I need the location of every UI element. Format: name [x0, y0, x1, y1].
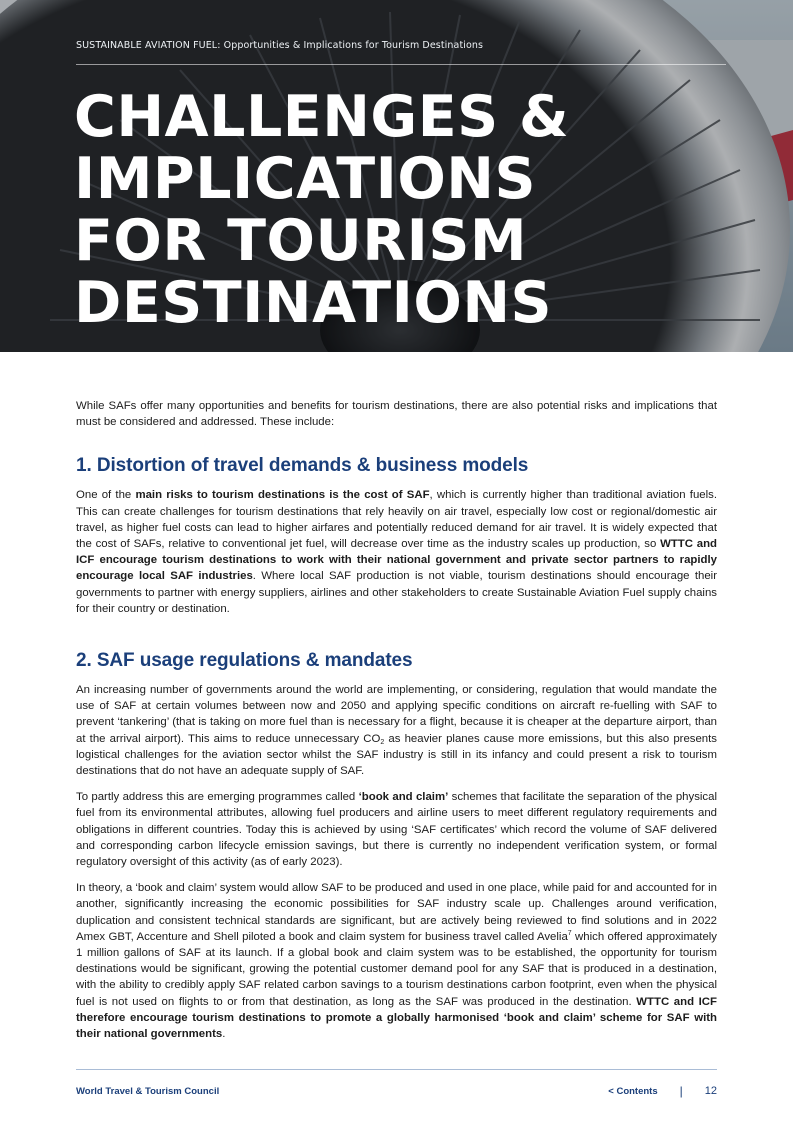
- title-line-1: CHALLENGES &: [74, 84, 570, 150]
- section-2-paragraph-3: [76, 880, 717, 1042]
- page-number: 12: [704, 1085, 717, 1097]
- hero-banner: [0, 0, 793, 352]
- page-title: [74, 86, 569, 334]
- text-run: . Where local SAF production is not viable, tourism destinations should encourage their governments to partner with energy suppliers, airlines and other stakeholders to create Sustainable Aviation Fuel supply chains for their country or destination.: [76, 570, 717, 615]
- contents-link[interactable]: < Contents: [608, 1085, 658, 1097]
- footer-navigation: [608, 1084, 717, 1098]
- intro-paragraph: While SAFs offer many opportunities and benefits for tourism destinations, there are also potential risks and implications that must be considered and addressed. These include:: [76, 400, 717, 429]
- section-2-heading: 2. SAF usage regulations & mandates: [76, 650, 413, 672]
- bold-text-run: main risks to tourism destinations is the cost of SAF: [135, 489, 430, 502]
- spacer: [76, 627, 717, 649]
- header-divider: [76, 64, 726, 65]
- text-run: One of the: [76, 489, 136, 502]
- section-2-paragraph-1: [76, 682, 717, 779]
- footer-divider: [76, 1069, 717, 1070]
- title-line-4: DESTINATIONS: [74, 270, 553, 336]
- footer-separator: |: [679, 1084, 683, 1098]
- text-run: which offered approximately 1 million gallons of SAF at its launch. If a global book and claim system was to be established, the opportunity for tourism destinations would be significant, growing the potential customer demand pool for any SAF that is produced in a destination, with the ability to credibly apply SAF related carbon savings to a tourism destinations carbon footprint, even when the physical fuel is not used on flights to or from that destination, as long as the SAF was produced in the destination.: [76, 930, 717, 1008]
- title-line-3: FOR TOURISM: [74, 208, 528, 274]
- bold-text-run: ‘book and claim’: [358, 791, 449, 804]
- section-1-heading: 1. Distortion of travel demands & business models: [76, 455, 529, 477]
- text-run: schemes that facilitate the separation of the physical fuel from its environmental attributes, allowing fuel producers and airline users to meet different regulatory requirements and obligations in different countries. Today this is achieved by using ‘SAF certificates’ which record the volume of SAF delivered and corresponding carbon lifecycle emission savings, but there is currently no independent verification system, or formal regulatory oversight of this activity (as of early 2023).: [76, 791, 717, 869]
- text-run: .: [222, 1028, 226, 1041]
- title-line-2: IMPLICATIONS: [74, 146, 537, 212]
- section-1-paragraph: [76, 487, 717, 617]
- running-header: SUSTAINABLE AVIATION FUEL: Opportunities & Implications for Tourism Destinations: [76, 40, 484, 51]
- text-run: An increasing number of governments around the world are implementing, or considering, regulation that would mandate the use of SAF at certain volumes between now and 2050 and applying specific conditions on aircraft re-fuelling with SAF to prevent ‘tankering’ (that is taking on more fuel than is necessary for a flight, because it is cheaper at the departure airport, than at the arrival airport). This aims to reduce unnecessary CO: [76, 684, 717, 745]
- footer-organisation: World Travel & Tourism Council: [76, 1086, 220, 1097]
- text-run: In theory, a ‘book and claim’ system would allow SAF to be produced and used in one place, while paid for and accounted for in another, significantly increasing the economic possibilities for SAF industry scale up. Challenges around verification, duplication and consistent technical standards are significant, but are actively being reviewed to find solutions and in 2022 Amex GBT, Accenture and Shell piloted a book and claim system for business travel called Avelia: [76, 882, 717, 943]
- footnote-reference[interactable]: 7: [567, 929, 572, 937]
- text-run: , which is currently higher than traditional aviation fuels. This can create challenges for tourism destinations that rely heavily on air travel, especially low cost or regional/domestic air travel, as higher fuel costs can lead to higher airfares and potentially reduced demand for air travel. It is widely expected that the cost of SAFs, relative to conventional jet fuel, will decrease over time as the industry scales up production, so: [76, 489, 717, 551]
- bold-text-run: WTTC and ICF therefore encourage tourism destinations to promote a globally harmonised ‘book and claim’ scheme for SAF with their national governments: [76, 995, 717, 1041]
- bold-text-run: WTTC and ICF encourage tourism destinations to work with their national government and private sector partners to rapidly encourage local SAF industries: [76, 538, 718, 583]
- subscript: 2: [380, 738, 385, 746]
- main-content: [76, 398, 717, 1052]
- section-2-paragraph-2: [76, 789, 717, 870]
- text-run: as heavier planes cause more emissions, but this also presents logistical challenges for the aviation sector whilst the SAF industry is still in its infancy and could present a risk to tourism destinations that do not have an adequate supply of SAF.: [76, 732, 718, 778]
- text-run: To partly address this are emerging programmes called: [76, 791, 359, 804]
